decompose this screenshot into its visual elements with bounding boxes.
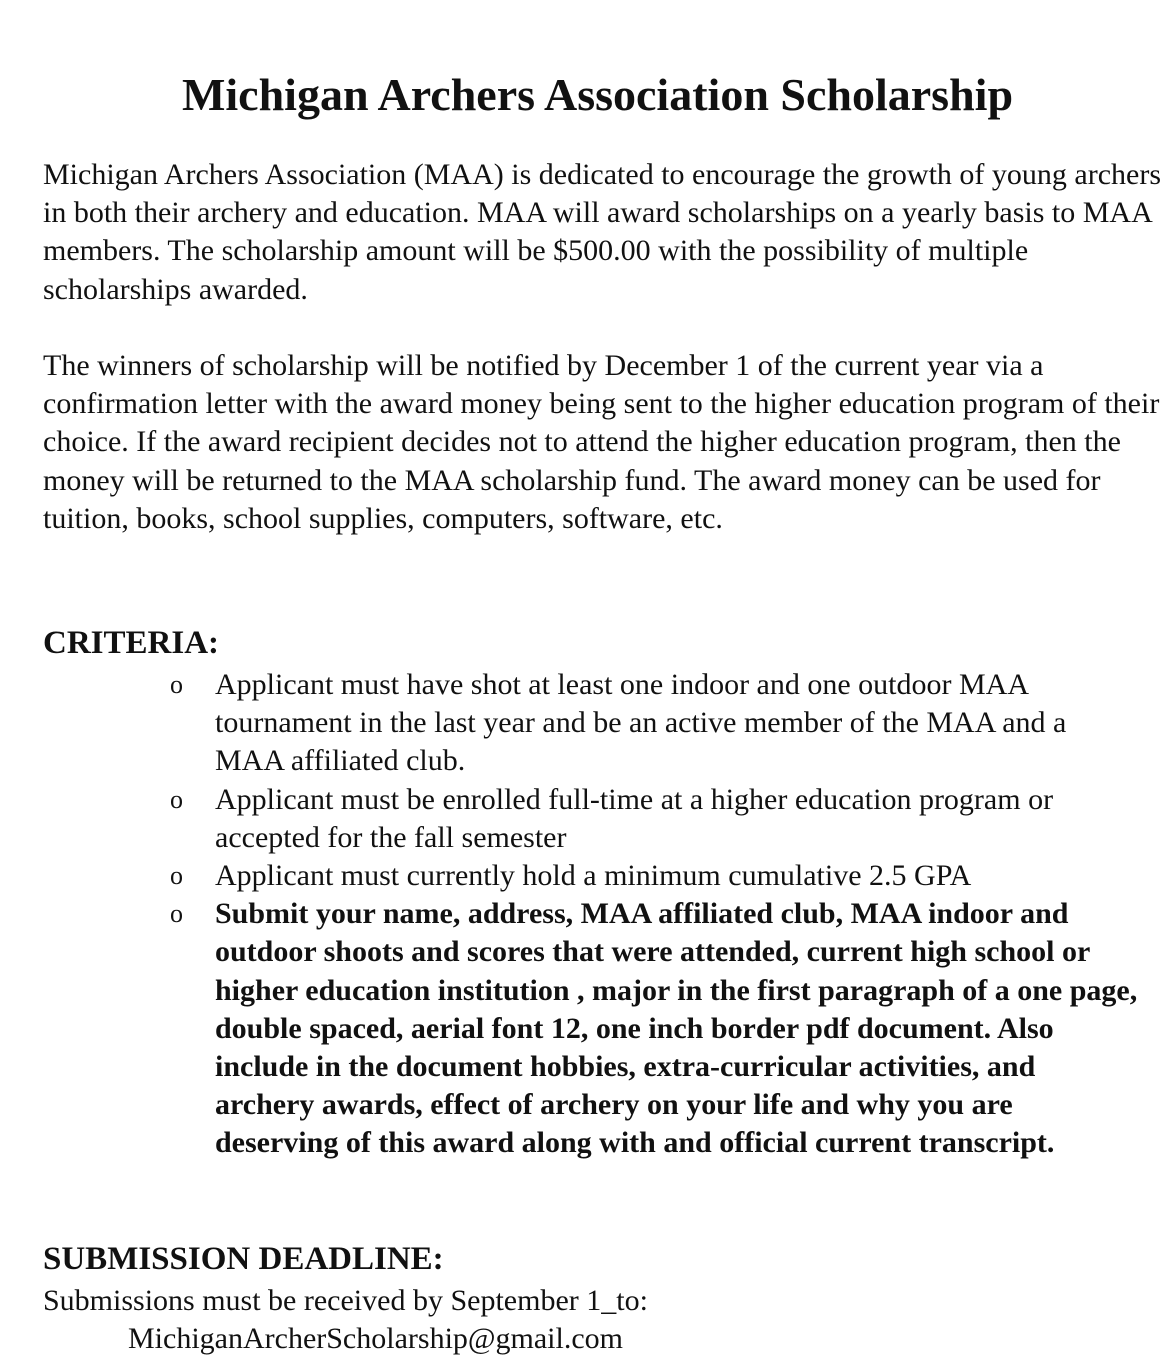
criteria-item: [0, 857, 1140, 895]
criteria-item-text: Applicant must currently hold a minimum cumulative 2.5 GPA: [215, 859, 972, 893]
criteria-item: [0, 781, 1140, 857]
bullet-icon: o: [170, 861, 183, 891]
deadline-heading: SUBMISSION DEADLINE:: [43, 1241, 444, 1277]
bullet-icon: o: [170, 899, 183, 929]
document-title: Michigan Archers Association Scholarship: [181, 69, 1014, 120]
contact-email[interactable]: MichiganArcherScholarship@gmail.com: [128, 1322, 623, 1355]
bullet-icon: o: [170, 670, 183, 699]
criteria-item-text: Applicant must have shot at least one indoor and one outdoor MAA tournament in the last year and be an active member of the MAA and a MAA affiliated club.: [215, 668, 1067, 778]
criteria-item: [0, 666, 1140, 781]
criteria-item-text: Applicant must be enrolled full-time at a higher education program or accepted for the fall semester: [215, 782, 1054, 854]
criteria-item-submission-instructions: [0, 895, 1140, 1162]
deadline-text: Submissions must be received by September 1_to:: [43, 1284, 648, 1317]
notification-paragraph: The winners of scholarship will be notified by December 1 of the current year via a confirmation letter with the award money being sent to the higher education program of their choice. If the award recipient decides not to attend the higher education program, then the money will be returned to the MAA scholarship fund. The award money can be used for tuition, books, school supplies, computers, software, etc.: [43, 349, 1160, 535]
criteria-item-text: Submit your name, address, MAA affiliated club, MAA indoor and outdoor shoots and scores that were attended, current high school or higher education institution , major in the first paragraph of a one page, double spaced, aerial font 12, one inch border pdf document. Also include in the document hobbies, extra-curricular activities, and archery awards, effect of archery on your life and why you are deserving of this award along with and official current transcript.: [215, 897, 1138, 1160]
intro-paragraph: Michigan Archers Association (MAA) is dedicated to encourage the growth of young archers in both their archery and education. MAA will award scholarships on a yearly basis to MAA members. The scholarship amount will be $500.00 with the possibility of multiple scholarships awarded.: [43, 158, 1162, 306]
criteria-heading: CRITERIA:: [43, 625, 220, 661]
criteria-list: [0, 666, 1168, 1163]
bullet-icon: o: [170, 784, 183, 814]
